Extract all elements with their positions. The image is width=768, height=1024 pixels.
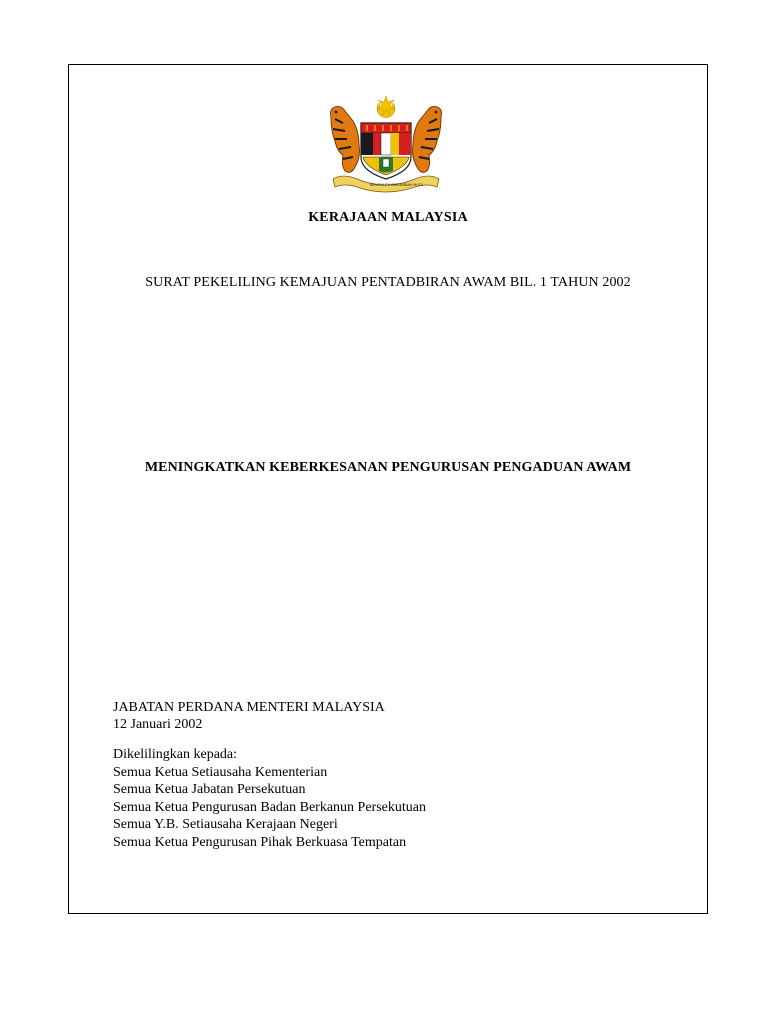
issuer-department: JABATAN PERDANA MENTERI MALAYSIA [113,700,385,715]
crest-motto: BERSEKUTU BERTAMBAH MUTU [370,183,424,187]
circular-reference: SURAT PEKELILING KEMAJUAN PENTADBIRAN AWAM BIL. 1 TAHUN 2002 [145,275,631,290]
distribution-heading: Dikelilingkan kepada: [113,747,238,762]
recipient-item: Semua Ketua Pengurusan Pihak Berkuasa Tempatan [113,834,407,850]
issue-date: 12 Januari 2002 [113,717,203,732]
issuer-block [113,699,385,733]
government-title: KERAJAAN MALAYSIA [308,210,468,225]
recipient-item: Semua Ketua Setiausaha Kementerian [113,764,328,780]
recipient-item: Semua Ketua Jabatan Persekutuan [113,782,306,797]
recipient-item: Semua Y.B. Setiausaha Kerajaan Negeri [113,817,338,832]
circular-subject: MENINGKATKAN KEBERKESANAN PENGURUSAN PENGADUAN AWAM [144,460,632,475]
recipient-item: Semua Ketua Pengurusan Badan Berkanun Persekutuan [113,799,426,815]
coat-of-arms-icon [323,95,449,195]
distribution-list [113,746,426,851]
